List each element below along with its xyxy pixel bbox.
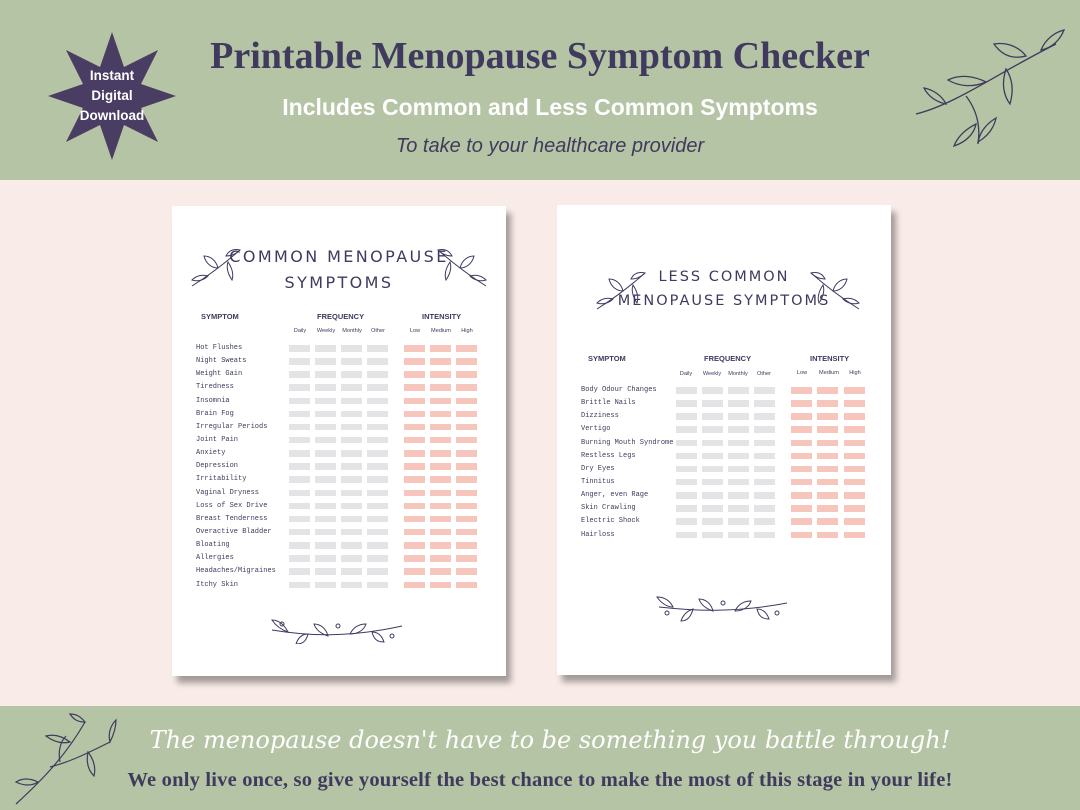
- intensity-checkbox-low[interactable]: [791, 518, 812, 525]
- symptom-label: Breast Tenderness: [196, 514, 268, 523]
- frequency-checkbox-monthly[interactable]: [341, 358, 362, 365]
- frequency-checkbox-monthly[interactable]: [341, 371, 362, 378]
- intensity-checkbox-high[interactable]: [456, 555, 477, 562]
- intensity-checkbox-high[interactable]: [844, 413, 865, 420]
- intensity-checkbox-medium[interactable]: [430, 384, 451, 391]
- symptom-label: Itchy Skin: [196, 580, 239, 589]
- frequency-checkbox-daily[interactable]: [676, 505, 697, 512]
- frequency-checkbox-weekly[interactable]: [315, 529, 336, 536]
- intensity-checkbox-medium[interactable]: [430, 582, 451, 589]
- frequency-checkbox-monthly[interactable]: [728, 426, 749, 433]
- intensity-option-label: High: [461, 328, 473, 334]
- symptom-label: Vaginal Dryness: [196, 488, 260, 497]
- frequency-checkbox-other[interactable]: [367, 542, 388, 549]
- intensity-checkbox-low[interactable]: [791, 453, 812, 460]
- sheet-title-line-1: COMMON MENOPAUSE: [229, 247, 449, 266]
- intensity-checkbox-high[interactable]: [844, 505, 865, 512]
- frequency-option-label: Weekly: [316, 328, 336, 334]
- frequency-checkbox-weekly[interactable]: [702, 400, 723, 407]
- intensity-checkbox-medium[interactable]: [430, 568, 451, 575]
- frequency-checkbox-other[interactable]: [754, 505, 775, 512]
- symptom-label: Anger, even Rage: [581, 491, 649, 500]
- frequency-checkbox-weekly[interactable]: [315, 503, 336, 510]
- intensity-checkbox-low[interactable]: [404, 424, 425, 431]
- intensity-checkbox-medium[interactable]: [430, 358, 451, 365]
- intensity-header: INTENSITY: [422, 312, 462, 321]
- intensity-checkbox-medium[interactable]: [430, 529, 451, 536]
- intensity-checkbox-medium[interactable]: [430, 542, 451, 549]
- frequency-checkbox-daily[interactable]: [289, 463, 310, 470]
- frequency-checkbox-monthly[interactable]: [728, 492, 749, 499]
- frequency-checkbox-weekly[interactable]: [315, 516, 336, 523]
- intensity-header: INTENSITY: [810, 354, 850, 363]
- sheet-title-line-2: SYMPTOMS: [284, 273, 394, 292]
- page-subtitle: Includes Common and Less Common Symptoms: [282, 94, 818, 120]
- symptom-label: Body Odour Changes: [581, 386, 657, 394]
- frequency-checkbox-weekly[interactable]: [315, 437, 336, 444]
- frequency-checkbox-weekly[interactable]: [702, 387, 723, 394]
- intensity-option-label: Medium: [431, 328, 451, 334]
- intensity-checkbox-medium[interactable]: [430, 371, 451, 378]
- symptom-label: Allergies: [196, 554, 234, 563]
- intensity-checkbox-low[interactable]: [404, 503, 425, 510]
- intensity-checkbox-medium[interactable]: [430, 398, 451, 405]
- symptom-label: Irregular Periods: [196, 422, 268, 431]
- frequency-checkbox-other[interactable]: [367, 437, 388, 444]
- frequency-checkbox-daily[interactable]: [289, 450, 310, 457]
- intensity-checkbox-low[interactable]: [791, 400, 812, 407]
- frequency-checkbox-daily[interactable]: [676, 518, 697, 525]
- intensity-checkbox-low[interactable]: [404, 542, 425, 549]
- intensity-checkbox-low[interactable]: [404, 582, 425, 589]
- intensity-checkbox-low[interactable]: [791, 426, 812, 433]
- intensity-checkbox-medium[interactable]: [430, 555, 451, 562]
- symptom-label: Tinnitus: [581, 477, 615, 486]
- intensity-checkbox-high[interactable]: [456, 568, 477, 575]
- frequency-checkbox-other[interactable]: [367, 555, 388, 562]
- frequency-checkbox-other[interactable]: [754, 387, 775, 394]
- intensity-checkbox-high[interactable]: [844, 400, 865, 407]
- floral-divider-icon: [655, 593, 791, 623]
- intensity-option-label: Low: [796, 370, 808, 376]
- frequency-checkbox-weekly[interactable]: [315, 582, 336, 589]
- intensity-checkbox-high[interactable]: [456, 398, 477, 405]
- frequency-checkbox-other[interactable]: [367, 345, 388, 352]
- frequency-checkbox-daily[interactable]: [289, 490, 310, 497]
- intensity-checkbox-medium[interactable]: [430, 516, 451, 523]
- frequency-checkbox-weekly[interactable]: [315, 450, 336, 457]
- frequency-checkbox-other[interactable]: [367, 503, 388, 510]
- instant-download-badge: [48, 32, 176, 160]
- frequency-checkbox-weekly[interactable]: [315, 490, 336, 497]
- frequency-checkbox-monthly[interactable]: [341, 398, 362, 405]
- frequency-checkbox-weekly[interactable]: [702, 505, 723, 512]
- intensity-checkbox-medium[interactable]: [430, 476, 451, 483]
- frequency-checkbox-monthly[interactable]: [728, 532, 749, 539]
- frequency-checkbox-monthly[interactable]: [341, 463, 362, 470]
- intensity-checkbox-medium[interactable]: [430, 490, 451, 497]
- symptom-header: SYMPTOM: [201, 312, 239, 321]
- frequency-option-label: Monthly: [728, 371, 748, 377]
- intensity-checkbox-high[interactable]: [844, 440, 865, 447]
- footer-band: [0, 706, 1080, 810]
- frequency-checkbox-other[interactable]: [367, 568, 388, 575]
- frequency-checkbox-monthly[interactable]: [728, 387, 749, 394]
- frequency-option-label: Daily: [293, 328, 307, 334]
- footer-message: The menopause doesn't have to be something you battle through!: [149, 726, 951, 754]
- common-symptoms-sheet: [172, 206, 506, 676]
- frequency-checkbox-daily[interactable]: [289, 529, 310, 536]
- sheet-title: [172, 244, 506, 296]
- frequency-checkbox-weekly[interactable]: [702, 518, 723, 525]
- frequency-checkbox-weekly[interactable]: [315, 345, 336, 352]
- symptom-label: Loss of Sex Drive: [196, 501, 268, 510]
- frequency-checkbox-daily[interactable]: [676, 492, 697, 499]
- intensity-checkbox-low[interactable]: [404, 450, 425, 457]
- frequency-checkbox-weekly[interactable]: [702, 440, 723, 447]
- intensity-checkbox-low[interactable]: [791, 479, 812, 486]
- symptom-label: Tiredness: [196, 383, 234, 392]
- frequency-checkbox-daily[interactable]: [289, 384, 310, 391]
- intensity-checkbox-low[interactable]: [404, 568, 425, 575]
- intensity-checkbox-medium[interactable]: [817, 426, 838, 433]
- intensity-checkbox-high[interactable]: [844, 453, 865, 460]
- symptom-label: Bloating: [196, 541, 230, 550]
- intensity-checkbox-low[interactable]: [404, 476, 425, 483]
- frequency-checkbox-other[interactable]: [754, 492, 775, 499]
- frequency-checkbox-other[interactable]: [754, 400, 775, 407]
- frequency-checkbox-other[interactable]: [367, 398, 388, 405]
- frequency-checkbox-daily[interactable]: [289, 568, 310, 575]
- intensity-checkbox-low[interactable]: [404, 555, 425, 562]
- frequency-checkbox-monthly[interactable]: [341, 490, 362, 497]
- frequency-checkbox-monthly[interactable]: [341, 411, 362, 418]
- frequency-checkbox-daily[interactable]: [289, 345, 310, 352]
- symptom-label: Anxiety: [196, 449, 226, 458]
- frequency-checkbox-other[interactable]: [754, 518, 775, 525]
- frequency-checkbox-weekly[interactable]: [315, 424, 336, 431]
- leaf-sprig-icon: [906, 24, 1066, 154]
- frequency-checkbox-weekly[interactable]: [315, 555, 336, 562]
- symptom-label: Headaches/Migraines: [196, 567, 276, 576]
- symptom-label: Electric Shock: [581, 517, 640, 526]
- frequency-checkbox-daily[interactable]: [289, 437, 310, 444]
- symptom-label: Vertigo: [581, 425, 611, 434]
- badge-line-2: Digital: [91, 88, 133, 103]
- frequency-header: FREQUENCY: [317, 312, 365, 321]
- frequency-checkbox-other[interactable]: [754, 440, 775, 447]
- intensity-checkbox-medium[interactable]: [817, 413, 838, 420]
- frequency-checkbox-monthly[interactable]: [341, 542, 362, 549]
- frequency-option-label: Monthly: [342, 328, 362, 334]
- intensity-checkbox-high[interactable]: [844, 466, 865, 473]
- intensity-checkbox-medium[interactable]: [817, 387, 838, 394]
- intensity-checkbox-high[interactable]: [844, 492, 865, 499]
- symptom-label: Insomnia: [196, 396, 230, 405]
- frequency-checkbox-other[interactable]: [367, 476, 388, 483]
- frequency-header: FREQUENCY: [704, 354, 752, 363]
- frequency-checkbox-daily[interactable]: [289, 398, 310, 405]
- intensity-checkbox-low[interactable]: [791, 532, 812, 539]
- symptom-label: Brittle Nails: [581, 399, 636, 408]
- symptom-label: Restless Legs: [581, 451, 636, 460]
- frequency-checkbox-weekly[interactable]: [702, 453, 723, 460]
- intensity-checkbox-high[interactable]: [456, 371, 477, 378]
- intensity-checkbox-medium[interactable]: [817, 453, 838, 460]
- frequency-checkbox-weekly[interactable]: [702, 479, 723, 486]
- intensity-checkbox-medium[interactable]: [817, 440, 838, 447]
- footer-tagline: We only live once, so give yourself the best chance to make the most of this stage in your life!: [127, 769, 953, 791]
- frequency-checkbox-other[interactable]: [754, 426, 775, 433]
- frequency-checkbox-other[interactable]: [367, 371, 388, 378]
- intensity-checkbox-medium[interactable]: [430, 463, 451, 470]
- frequency-checkbox-monthly[interactable]: [728, 400, 749, 407]
- frequency-checkbox-daily[interactable]: [289, 358, 310, 365]
- frequency-checkbox-weekly[interactable]: [315, 371, 336, 378]
- frequency-checkbox-monthly[interactable]: [341, 424, 362, 431]
- page-tagline: To take to your healthcare provider: [395, 135, 705, 157]
- intensity-checkbox-high[interactable]: [456, 529, 477, 536]
- frequency-checkbox-other[interactable]: [367, 582, 388, 589]
- intensity-checkbox-high[interactable]: [844, 479, 865, 486]
- frequency-checkbox-other[interactable]: [367, 424, 388, 431]
- leaf-sprig-icon: [10, 712, 120, 808]
- frequency-checkbox-weekly[interactable]: [315, 411, 336, 418]
- frequency-checkbox-weekly[interactable]: [315, 476, 336, 483]
- frequency-checkbox-weekly[interactable]: [315, 384, 336, 391]
- intensity-checkbox-high[interactable]: [456, 542, 477, 549]
- intensity-checkbox-medium[interactable]: [430, 424, 451, 431]
- frequency-checkbox-daily[interactable]: [289, 542, 310, 549]
- intensity-checkbox-low[interactable]: [404, 411, 425, 418]
- intensity-checkbox-high[interactable]: [844, 426, 865, 433]
- symptom-label: Night Sweats: [196, 357, 247, 366]
- symptom-label: Irritability: [196, 475, 247, 484]
- frequency-checkbox-other[interactable]: [754, 413, 775, 420]
- frequency-checkbox-other[interactable]: [754, 532, 775, 539]
- frequency-checkbox-daily[interactable]: [289, 424, 310, 431]
- frequency-option-label: Daily: [679, 371, 693, 377]
- frequency-checkbox-monthly[interactable]: [341, 450, 362, 457]
- intensity-checkbox-low[interactable]: [791, 413, 812, 420]
- intensity-checkbox-high[interactable]: [456, 424, 477, 431]
- symptom-label: Overactive Bladder: [196, 527, 272, 536]
- frequency-checkbox-monthly[interactable]: [341, 568, 362, 575]
- intensity-checkbox-high[interactable]: [456, 437, 477, 444]
- intensity-option-label: High: [849, 370, 861, 376]
- intensity-checkbox-high[interactable]: [456, 516, 477, 523]
- frequency-checkbox-weekly[interactable]: [702, 532, 723, 539]
- symptom-label: Depression: [196, 462, 239, 471]
- intensity-checkbox-high[interactable]: [456, 450, 477, 457]
- frequency-checkbox-other[interactable]: [367, 450, 388, 457]
- intensity-option-label: Medium: [819, 370, 839, 376]
- intensity-checkbox-low[interactable]: [404, 490, 425, 497]
- frequency-checkbox-daily[interactable]: [676, 400, 697, 407]
- frequency-checkbox-monthly[interactable]: [728, 440, 749, 447]
- frequency-checkbox-other[interactable]: [754, 453, 775, 460]
- intensity-checkbox-high[interactable]: [456, 582, 477, 589]
- intensity-checkbox-low[interactable]: [404, 398, 425, 405]
- frequency-checkbox-monthly[interactable]: [341, 437, 362, 444]
- intensity-checkbox-medium[interactable]: [430, 437, 451, 444]
- sheet-title-line-2: MENOPAUSE SYMPTOMS: [617, 293, 831, 309]
- frequency-checkbox-daily[interactable]: [676, 453, 697, 460]
- intensity-checkbox-medium[interactable]: [817, 466, 838, 473]
- intensity-checkbox-medium[interactable]: [430, 450, 451, 457]
- frequency-checkbox-monthly[interactable]: [341, 582, 362, 589]
- frequency-checkbox-monthly[interactable]: [728, 505, 749, 512]
- frequency-checkbox-other[interactable]: [367, 516, 388, 523]
- symptom-label: Burning Mouth Syndrome: [581, 438, 674, 447]
- sheet-title: [557, 265, 891, 313]
- frequency-checkbox-daily[interactable]: [676, 413, 697, 420]
- intensity-checkbox-medium[interactable]: [817, 479, 838, 486]
- intensity-checkbox-low[interactable]: [791, 492, 812, 499]
- symptom-label: Joint Pain: [196, 435, 239, 444]
- intensity-checkbox-medium[interactable]: [430, 503, 451, 510]
- intensity-checkbox-low[interactable]: [791, 505, 812, 512]
- frequency-checkbox-weekly[interactable]: [315, 358, 336, 365]
- intensity-checkbox-medium[interactable]: [430, 345, 451, 352]
- intensity-checkbox-low[interactable]: [404, 371, 425, 378]
- intensity-checkbox-high[interactable]: [456, 358, 477, 365]
- frequency-checkbox-daily[interactable]: [289, 371, 310, 378]
- frequency-checkbox-weekly[interactable]: [315, 568, 336, 575]
- intensity-checkbox-medium[interactable]: [817, 400, 838, 407]
- frequency-checkbox-weekly[interactable]: [315, 398, 336, 405]
- intensity-checkbox-low[interactable]: [791, 387, 812, 394]
- frequency-option-label: Weekly: [702, 371, 722, 377]
- frequency-option-label: Other: [757, 371, 771, 377]
- frequency-checkbox-monthly[interactable]: [341, 555, 362, 562]
- frequency-checkbox-other[interactable]: [754, 466, 775, 473]
- symptom-header: SYMPTOM: [588, 354, 626, 363]
- frequency-checkbox-other[interactable]: [367, 463, 388, 470]
- frequency-checkbox-monthly[interactable]: [341, 503, 362, 510]
- frequency-option-label: Other: [371, 328, 385, 334]
- intensity-checkbox-high[interactable]: [456, 411, 477, 418]
- page-title: Printable Menopause Symptom Checker: [210, 35, 870, 77]
- frequency-checkbox-weekly[interactable]: [315, 463, 336, 470]
- intensity-checkbox-low[interactable]: [791, 466, 812, 473]
- less-common-symptoms-sheet: [557, 205, 891, 675]
- intensity-checkbox-low[interactable]: [404, 345, 425, 352]
- intensity-option-label: Low: [409, 328, 421, 334]
- symptom-label: Skin Crawling: [581, 504, 636, 513]
- frequency-checkbox-daily[interactable]: [676, 387, 697, 394]
- intensity-checkbox-medium[interactable]: [817, 532, 838, 539]
- sheet-title-line-1: LESS COMMON: [658, 269, 790, 285]
- frequency-checkbox-weekly[interactable]: [702, 413, 723, 420]
- symptom-label: Brain Fog: [196, 409, 234, 418]
- frequency-checkbox-daily[interactable]: [289, 476, 310, 483]
- frequency-checkbox-daily[interactable]: [289, 582, 310, 589]
- symptom-label: Hairloss: [581, 530, 615, 539]
- intensity-checkbox-low[interactable]: [404, 437, 425, 444]
- frequency-checkbox-monthly[interactable]: [728, 466, 749, 473]
- intensity-checkbox-medium[interactable]: [817, 518, 838, 525]
- frequency-checkbox-other[interactable]: [367, 411, 388, 418]
- floral-divider-icon: [268, 614, 406, 644]
- frequency-checkbox-monthly[interactable]: [728, 413, 749, 420]
- frequency-checkbox-other[interactable]: [367, 384, 388, 391]
- intensity-checkbox-medium[interactable]: [430, 411, 451, 418]
- intensity-checkbox-high[interactable]: [456, 476, 477, 483]
- intensity-checkbox-low[interactable]: [404, 358, 425, 365]
- frequency-checkbox-monthly[interactable]: [341, 345, 362, 352]
- intensity-checkbox-high[interactable]: [844, 532, 865, 539]
- symptom-label: Dry Eyes: [581, 464, 615, 473]
- frequency-checkbox-daily[interactable]: [676, 479, 697, 486]
- frequency-checkbox-monthly[interactable]: [341, 384, 362, 391]
- frequency-checkbox-weekly[interactable]: [702, 426, 723, 433]
- intensity-checkbox-low[interactable]: [791, 440, 812, 447]
- intensity-checkbox-high[interactable]: [456, 463, 477, 470]
- symptom-label: Hot Flushes: [196, 344, 243, 352]
- frequency-checkbox-monthly[interactable]: [341, 516, 362, 523]
- frequency-checkbox-daily[interactable]: [289, 555, 310, 562]
- intensity-checkbox-medium[interactable]: [817, 492, 838, 499]
- frequency-checkbox-monthly[interactable]: [728, 453, 749, 460]
- frequency-checkbox-monthly[interactable]: [341, 476, 362, 483]
- frequency-checkbox-monthly[interactable]: [728, 479, 749, 486]
- intensity-checkbox-high[interactable]: [456, 490, 477, 497]
- frequency-checkbox-other[interactable]: [367, 490, 388, 497]
- intensity-checkbox-high[interactable]: [456, 503, 477, 510]
- intensity-checkbox-low[interactable]: [404, 463, 425, 470]
- intensity-checkbox-low[interactable]: [404, 529, 425, 536]
- intensity-checkbox-medium[interactable]: [817, 505, 838, 512]
- intensity-checkbox-low[interactable]: [404, 384, 425, 391]
- frequency-checkbox-daily[interactable]: [676, 466, 697, 473]
- intensity-checkbox-high[interactable]: [456, 384, 477, 391]
- frequency-checkbox-weekly[interactable]: [315, 542, 336, 549]
- frequency-checkbox-daily[interactable]: [289, 516, 310, 523]
- frequency-checkbox-monthly[interactable]: [728, 518, 749, 525]
- badge-line-1: Instant: [89, 68, 135, 83]
- frequency-checkbox-daily[interactable]: [676, 532, 697, 539]
- frequency-checkbox-daily[interactable]: [676, 440, 697, 447]
- intensity-checkbox-low[interactable]: [404, 516, 425, 523]
- intensity-checkbox-high[interactable]: [844, 518, 865, 525]
- frequency-checkbox-weekly[interactable]: [702, 492, 723, 499]
- intensity-checkbox-high[interactable]: [456, 345, 477, 352]
- symptom-label: Dizziness: [581, 412, 619, 421]
- intensity-checkbox-high[interactable]: [844, 387, 865, 394]
- frequency-checkbox-daily[interactable]: [676, 426, 697, 433]
- frequency-checkbox-monthly[interactable]: [341, 529, 362, 536]
- frequency-checkbox-daily[interactable]: [289, 411, 310, 418]
- frequency-checkbox-other[interactable]: [754, 479, 775, 486]
- symptom-label: Weight Gain: [196, 370, 243, 379]
- frequency-checkbox-weekly[interactable]: [702, 466, 723, 473]
- frequency-checkbox-daily[interactable]: [289, 503, 310, 510]
- badge-line-3: Download: [79, 108, 145, 123]
- frequency-checkbox-other[interactable]: [367, 358, 388, 365]
- frequency-checkbox-other[interactable]: [367, 529, 388, 536]
